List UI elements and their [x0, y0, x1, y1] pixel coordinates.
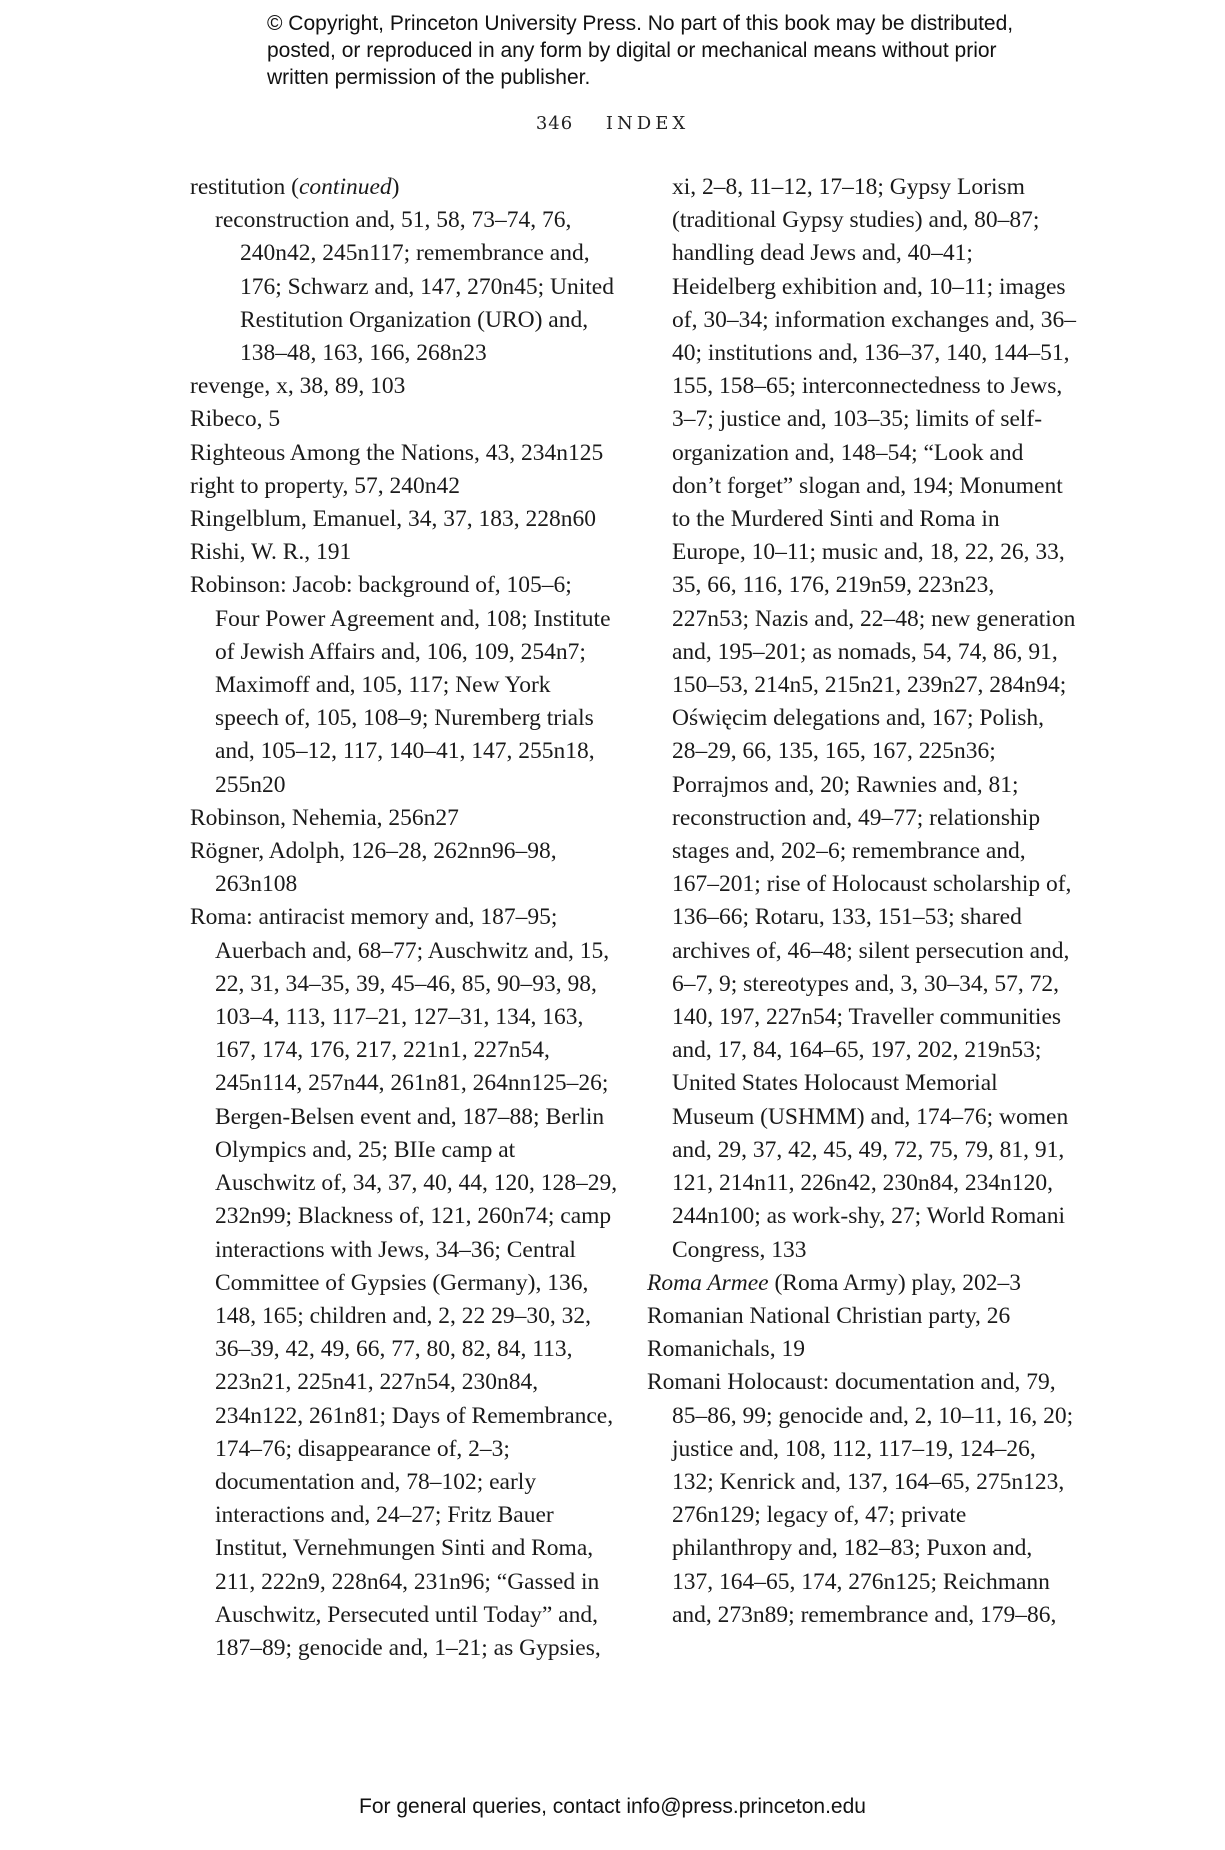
section-title: INDEX — [605, 113, 690, 134]
index-entry: Ribeco, 5 — [190, 406, 281, 433]
entry-heading-tail: (Roma Army) play, 202–3 — [768, 1269, 1021, 1296]
entry-heading-italic: Roma Armee — [647, 1269, 769, 1296]
copyright-notice: © Copyright, Princeton University Press. No part of this book may be distributed, posted, or reproduced in any form by digital or mechanical means without prior written permission of the publisher. — [267, 12, 1014, 89]
entry-continuation-roma: xi, 2–8, 11–12, 17–18; Gypsy Lorism (traditional Gypsy studies) and, 80–87; handling dead Jews and, 40–41; Heidelberg exhibition and, 10–11; images of, 30–34; information exchanges and, 36–40; institutions and, 136–37, 140, 144–51, 155, 158–65; interconnectedness to Jews, 3–7; justice and, 103–35; limits of self-organization and, 148–54; “Look and don’t forget” slogan and, 194; Monument to the Murdered Sinti and Roma in Europe, 10–11; music and, 18, 22, 26, 33, 35, 66, 116, 176, 219n59, 223n23, 227n53; Nazis and, 22–48; new generation and, 195–201; as nomads, 54, 74, 86, 91, 150–53, 214n5, 215n21, 239n27, 284n94; Oświęcim delegations and, 167; Polish, 28–29, 66, 135, 165, 167, 225n36; Porrajmos and, 20; Rawnies and, 81; reconstruction and, 49–77; relationship stages and, 202–6; remembrance and, 167–201; rise of Holocaust scholarship of, 136–66; Rotaru, 133, 151–53; shared archives of, 46–48; silent persecution and, 6–7, 9; stereotypes and, 3, 30–34, 57, 72, 140, 197, 227n54; Traveller communities and, 17, 84, 164–65, 197, 202, 219n53; United States Holocaust Memorial Museum (USHMM) and, 174–76; women and, 29, 37, 42, 45, 49, 72, 75, 79, 81, 91, 121, 214n11, 226n42, 230n84, 234n120, 244n100; as work-shy, 27; World Romani Congress, 133 — [672, 174, 1076, 1263]
index-entry: Rögner, Adolph, 126–28, 262nn96–98, 263n108 — [190, 838, 557, 898]
index-column-left — [190, 171, 620, 1665]
running-head — [0, 113, 1225, 134]
entry-continuation: reconstruction and, 51, 58, 73–74, 76, 240n42, 245n117; remembrance and, 176; Schwarz and, 147, 270n45; United Restitution Organization (URO) and, 138–48, 163, 166, 268n23 — [215, 207, 614, 367]
index-entry-romani-holocaust: Romani Holocaust: documentation and, 79, 85–86, 99; genocide and, 2, 10–11, 16, 20; justice and, 108, 112, 117–19, 124–26, 132; Kenrick and, 137, 164–65, 275n123, 276n129; legacy of, 47; private philanthropy and, 182–83; Puxon and, 137, 164–65, 174, 276n125; Reichmann and, 273n89; remembrance and, 179–86, — [647, 1369, 1074, 1628]
entry-heading: restitution ( — [190, 174, 299, 200]
index-entry: Romanian National Christian party, 26 — [647, 1302, 1011, 1329]
index-column-right — [647, 171, 1077, 1632]
index-entry-restitution — [190, 171, 620, 370]
index-entry: Robinson, Nehemia, 256n27 — [190, 804, 459, 831]
index-entry-roma: Roma: antiracist memory and, 187–95; Auerbach and, 68–77; Auschwitz and, 15, 22, 31, 34–35, 39, 45–46, 85, 90–93, 98, 103–4, 113, 117–21, 127–31, 134, 163, 167, 174, 176, 217, 221n1, 227n54, 245n114, 257n44, 261n81, 264nn125–26; Bergen-Belsen event and, 187–88; Berlin Olympics and, 25; BIIe camp at Auschwitz of, 34, 37, 40, 44, 120, 128–29, 232n99; Blackness of, 121, 260n74; camp interactions with Jews, 34–36; Central Committee of Gypsies (Germany), 136, 148, 165; children and, 2, 22 29–30, 32, 36–39, 42, 49, 66, 77, 80, 82, 84, 113, 223n21, 225n41, 227n54, 230n84, 234n122, 261n81; Days of Remembrance, 174–76; disappearance of, 2–3; documentation and, 78–102; early interactions and, 24–27; Fritz Bauer Institut, Vernehmungen Sinti and Roma, 211, 222n9, 228n64, 231n96; “Gassed in Auschwitz, Persecuted until Today” and, 187–89; genocide and, 1–21; as Gypsies, — [190, 904, 618, 1661]
index-entry-roma-armee — [647, 1267, 1077, 1300]
index-entry: Romanichals, 19 — [647, 1336, 805, 1363]
index-entry: Rishi, W. R., 191 — [190, 539, 352, 566]
entry-heading-italic: continued — [299, 174, 392, 200]
index-entry: right to property, 57, 240n42 — [190, 472, 460, 499]
index-entry: Righteous Among the Nations, 43, 234n125 — [190, 439, 604, 466]
index-entry: Robinson: Jacob: background of, 105–6; Four Power Agreement and, 108; Institute of Jewish Affairs and, 106, 109, 254n7; Maximoff and, 105, 117; New York speech of, 105, 108–9; Nuremberg trials and, 105–12, 117, 140–41, 147, 255n18, 255n20 — [190, 572, 611, 798]
footer-contact: For general queries, contact info@press.princeton.edu — [359, 1795, 866, 1818]
page-number: 346 — [535, 113, 574, 134]
entry-heading-tail: ) — [391, 174, 400, 200]
index-entry: revenge, x, 38, 89, 103 — [190, 373, 406, 400]
index-entry: Ringelblum, Emanuel, 34, 37, 183, 228n60 — [190, 506, 596, 533]
